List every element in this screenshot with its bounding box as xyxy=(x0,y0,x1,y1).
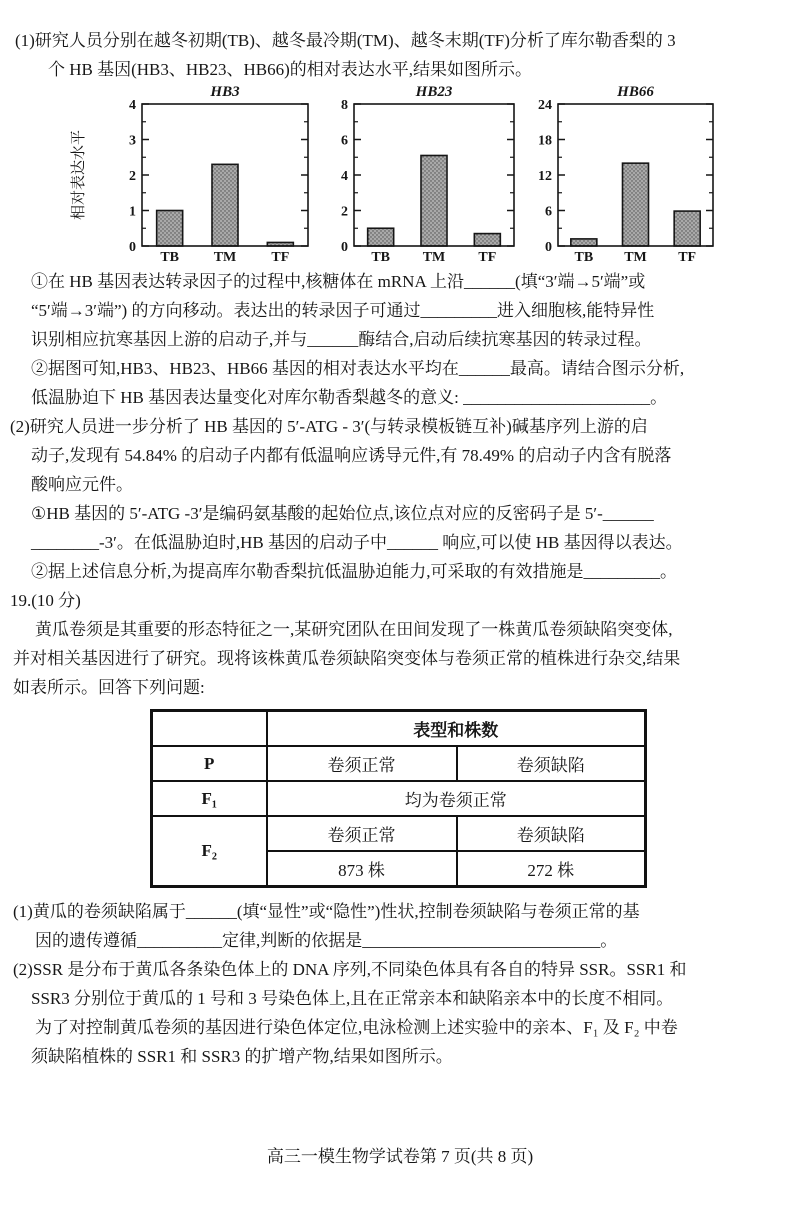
f1-value-cell: 均为卷须正常 xyxy=(267,781,646,816)
q19-part-line: 为了对控制黄瓜卷须的基因进行染色体定位,电泳检测上述实验中的亲本、F₁ 及 F₂ 中卷 xyxy=(35,1018,678,1037)
q19-intro-line: 黄瓜卷须是其重要的形态特征之一,某研究团队在田间发现了一株黄瓜卷须缺陷突变体, xyxy=(35,620,673,639)
hb3-bar-chart xyxy=(70,84,332,266)
cross-result-table xyxy=(150,709,647,888)
svg-text:3: 3 xyxy=(129,133,136,149)
table-row xyxy=(152,711,646,747)
q18-sub-line: 动子,发现有 54.84% 的启动子内都有低温响应诱导元件,有 78.49% 的启动子内含有脱落 xyxy=(31,446,672,465)
f2-normal-count-cell: 873 株 xyxy=(267,851,457,887)
svg-text:0: 0 xyxy=(545,240,552,255)
svg-text:HB3: HB3 xyxy=(210,84,240,100)
svg-text:2: 2 xyxy=(129,169,136,184)
q18-sub-line: 酸响应元件。 xyxy=(31,475,133,494)
svg-text:8: 8 xyxy=(341,98,348,113)
page-footer: 高三一模生物学试卷第 7 页(共 8 页) xyxy=(266,1147,534,1166)
svg-text:2: 2 xyxy=(341,204,348,220)
q19-part-line: 因的遗传遵循__________定律,判断的依据是____________________________。 xyxy=(35,931,618,950)
p-defect-cell: 卷须缺陷 xyxy=(457,746,646,781)
svg-text:4: 4 xyxy=(129,98,136,113)
q19-part-line: (1)黄瓜的卷须缺陷属于______(填“显性”或“隐性”)性状,控制卷须缺陷与卷须正常的基 xyxy=(13,902,640,921)
q18-sub-line: ________-3′。在低温胁迫时,HB 基因的启动子中______ 响应,可以使 HB 基因得以表达。 xyxy=(31,533,683,552)
svg-text:TB: TB xyxy=(160,250,180,265)
svg-text:TM: TM xyxy=(213,250,237,265)
svg-text:24: 24 xyxy=(538,98,552,113)
hb66-bar-chart xyxy=(523,84,721,266)
svg-text:TB: TB xyxy=(574,250,594,265)
q19-part-line: 须缺陷植株的 SSR1 和 SSR3 的扩增产物,结果如图所示。 xyxy=(31,1047,453,1066)
q19-intro-line: 并对相关基因进行了研究。现将该株黄瓜卷须缺陷突变体与卷须正常的植株进行杂交,结果 xyxy=(13,649,681,668)
svg-text:TF: TF xyxy=(678,250,697,265)
row-label-p: P xyxy=(152,746,267,781)
expression-charts-figure xyxy=(0,84,800,267)
p-normal-cell: 卷须正常 xyxy=(267,746,457,781)
table-row xyxy=(152,781,646,816)
svg-text:6: 6 xyxy=(341,133,348,149)
row-label-f2: F₂ xyxy=(152,816,267,887)
q19-heading: 19.(10 分) xyxy=(10,591,81,610)
hb23-bar-chart xyxy=(318,84,520,266)
svg-text:TB: TB xyxy=(371,250,391,265)
q18-sub-line: “5′端→3′端”) 的方向移动。表达出的转录因子可通过_________进入细胞核,能特异性 xyxy=(31,301,655,320)
svg-text:0: 0 xyxy=(129,240,136,255)
svg-text:HB66: HB66 xyxy=(617,84,654,100)
svg-text:TF: TF xyxy=(271,250,290,265)
svg-text:相对表达水平: 相对表达水平 xyxy=(71,129,87,221)
svg-text:TF: TF xyxy=(478,250,497,265)
q18-sub-line: (2)研究人员进一步分析了 HB 基因的 5′-ATG - 3′(与转录模板链互补)碱基序列上游的启 xyxy=(10,417,648,436)
table-row xyxy=(152,816,646,851)
svg-text:0: 0 xyxy=(341,240,348,255)
svg-text:TM: TM xyxy=(624,250,647,265)
f2-defect-cell: 卷须缺陷 xyxy=(457,816,646,851)
svg-text:1: 1 xyxy=(129,204,136,220)
q18-sub-line: ②据上述信息分析,为提高库尔勒香梨抗低温胁迫能力,可采取的有效措施是_________。 xyxy=(31,562,677,581)
q18-sub-line: ①HB 基因的 5′-ATG -3′是编码氨基酸的起始位点,该位点对应的反密码子是 5′-______ xyxy=(31,504,654,523)
q18-sub-line: ①在 HB 基因表达转录因子的过程中,核糖体在 mRNA 上沿______(填“3′端→5′端”或 xyxy=(31,272,646,291)
table-header-cell: 表型和株数 xyxy=(267,711,646,747)
f2-defect-count-cell: 272 株 xyxy=(457,851,646,887)
table-corner-cell xyxy=(152,711,267,747)
f2-normal-cell: 卷须正常 xyxy=(267,816,457,851)
svg-text:18: 18 xyxy=(538,133,552,149)
q19-part-line: SSR3 分别位于黄瓜的 1 号和 3 号染色体上,且在正常亲本和缺陷亲本中的长度不相同。 xyxy=(31,989,674,1008)
svg-text:4: 4 xyxy=(341,169,348,184)
q19-part-line: (2)SSR 是分布于黄瓜各条染色体上的 DNA 序列,不同染色体具有各自的特异 SSR。SSR1 和 xyxy=(13,960,687,979)
svg-text:6: 6 xyxy=(545,204,552,220)
q18-sub-line: ②据图可知,HB3、HB23、HB66 基因的相对表达水平均在______最高。请结合图示分析, xyxy=(31,359,685,378)
svg-text:HB23: HB23 xyxy=(415,84,453,100)
q19-intro-line: 如表所示。回答下列问题: xyxy=(13,678,205,697)
svg-text:12: 12 xyxy=(538,169,552,184)
q18-sub-line: 识别相应抗寒基因上游的启动子,并与______酶结合,启动后续抗寒基因的转录过程。 xyxy=(31,330,652,349)
q18-sub-line: 低温胁迫下 HB 基因表达量变化对库尔勒香梨越冬的意义: ______________________。 xyxy=(31,388,668,407)
svg-text:TM: TM xyxy=(422,250,446,265)
q18-part1-line: 个 HB 基因(HB3、HB23、HB66)的相对表达水平,结果如图所示。 xyxy=(48,60,533,79)
table-row xyxy=(152,746,646,781)
row-label-f1: F₁ xyxy=(152,781,267,816)
q18-part1-line: (1)研究人员分别在越冬初期(TB)、越冬最冷期(TM)、越冬末期(TF)分析了库尔勒香梨的 3 xyxy=(15,31,676,50)
